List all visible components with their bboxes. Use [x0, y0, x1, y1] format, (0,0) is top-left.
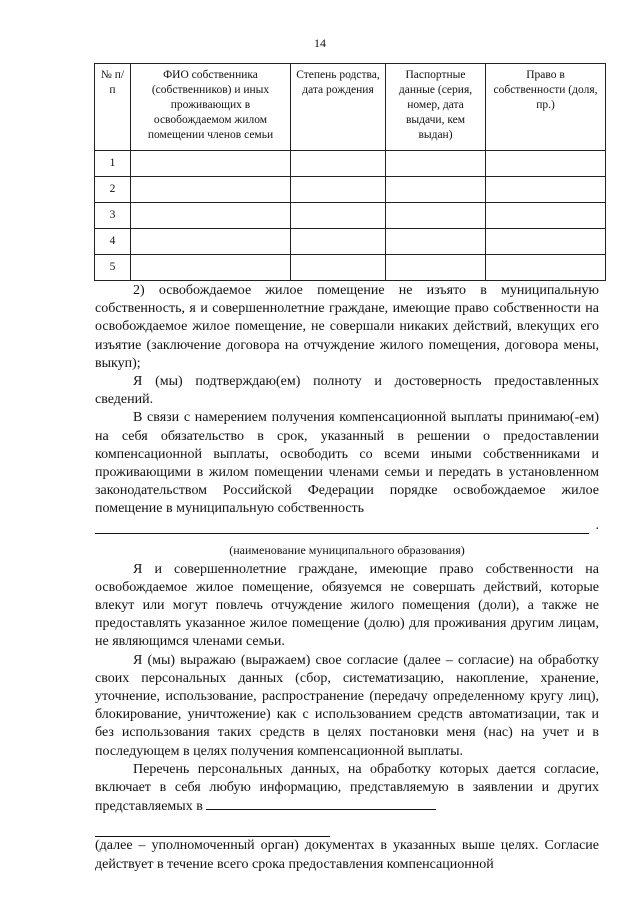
header-owner-name: ФИО собственника (собственников) и иных проживающих в освобождаемом жилом помещении членов семьи	[131, 64, 291, 151]
municipality-field-end: .	[595, 517, 599, 533]
paragraph-confirmation: Я (мы) подтверждаю(ем) полноту и достоверность предоставленных сведений.	[95, 374, 599, 408]
cell-owner-name[interactable]	[131, 203, 291, 229]
table-row	[95, 177, 606, 203]
table-header-row	[95, 64, 606, 151]
personal-data-list-text: Перечень персональных данных, на обработку которых дается согласие, включает в себя любую информацию, представляемую в заявлении и других представляемых в	[95, 761, 599, 815]
row-number: 1	[95, 151, 131, 177]
table-row	[95, 151, 606, 177]
body-text	[95, 282, 599, 874]
header-ownership: Право в собственности (доля, пр.)	[486, 64, 606, 151]
authority-field[interactable]	[206, 797, 436, 810]
cell-ownership[interactable]	[486, 177, 606, 203]
cell-passport[interactable]	[386, 229, 486, 255]
cell-relation[interactable]	[291, 151, 386, 177]
cell-ownership[interactable]	[486, 255, 606, 281]
row-number: 3	[95, 203, 131, 229]
cell-passport[interactable]	[386, 177, 486, 203]
cell-passport[interactable]	[386, 203, 486, 229]
authority-field-continued[interactable]	[95, 816, 330, 837]
owners-table	[94, 63, 606, 281]
paragraph-no-alienation: Я и совершеннолетние граждане, имеющие право собственности на освобождаемое жилое помещение, обязуемся не совершать действий, которые влекут или могут повлечь отчуждение жилого помещения (доли), а также не предоставлять указанное жилое помещение (долю) для проживания другим лицам, не являющимся членами семьи.	[95, 561, 599, 650]
row-number: 2	[95, 177, 131, 203]
municipality-underline	[95, 533, 589, 534]
paragraph-personal-data-list	[95, 761, 599, 817]
cell-owner-name[interactable]	[131, 151, 291, 177]
page-number: 14	[314, 36, 326, 50]
row-number: 5	[95, 255, 131, 281]
municipality-caption: (наименование муниципального образования)	[229, 542, 465, 557]
paragraph-consent: Я (мы) выражаю (выражаем) свое согласие (далее – согласие) на обработку своих персональных данных (сбор, систематизацию, накопление, хранение, уточнение, использование, распространение (передачу определенному кругу лиц), блокирование, уничтожение) как с использованием средств автоматизации, так и без использования таких средств в целях постановки меня (нас) на учет и в последующем в целях получения компенсационной выплаты.	[95, 652, 599, 759]
cell-ownership[interactable]	[486, 203, 606, 229]
table-row	[95, 255, 606, 281]
cell-relation[interactable]	[291, 203, 386, 229]
paragraph-authority: (далее – уполномоченный орган) документах в указанных выше целях. Согласие действует в течение всего срока предоставления компенсационной	[95, 838, 599, 872]
paragraph-obligation: В связи с намерением получения компенсационной выплаты принимаю(-ем) на себя обязательство в срок, указанный в решении о предоставлении компенсационной выплаты, освободить со всеми иными собственниками и проживающими в жилом помещении членами семьи и передать в установленном законодательством Российской Федерации порядке освобождаемое жилое помещение в муниципальную собственность	[95, 410, 599, 517]
paragraph-not-seized: 2) освобождаемое жилое помещение не изъято в муниципальную собственность, я и совершеннолетние граждане, имеющие право собственности на освобождаемое жилое помещение, не совершали никаких действий, влекущих его изъятие (заключение договора на отчуждение жилого помещения, договора мены, выкуп);	[95, 283, 599, 371]
header-relation: Степень родства, дата рождения	[291, 64, 386, 151]
cell-owner-name[interactable]	[131, 229, 291, 255]
header-number: № п/п	[95, 64, 131, 151]
table-row	[95, 229, 606, 255]
cell-ownership[interactable]	[486, 229, 606, 255]
row-number: 4	[95, 229, 131, 255]
header-passport: Паспортные данные (серия, номер, дата выдачи, кем выдан)	[386, 64, 486, 151]
municipality-field[interactable]	[95, 519, 599, 541]
cell-passport[interactable]	[386, 255, 486, 281]
cell-passport[interactable]	[386, 151, 486, 177]
cell-owner-name[interactable]	[131, 177, 291, 203]
cell-owner-name[interactable]	[131, 255, 291, 281]
table-row	[95, 203, 606, 229]
cell-relation[interactable]	[291, 177, 386, 203]
cell-relation[interactable]	[291, 229, 386, 255]
cell-ownership[interactable]	[486, 151, 606, 177]
cell-relation[interactable]	[291, 255, 386, 281]
